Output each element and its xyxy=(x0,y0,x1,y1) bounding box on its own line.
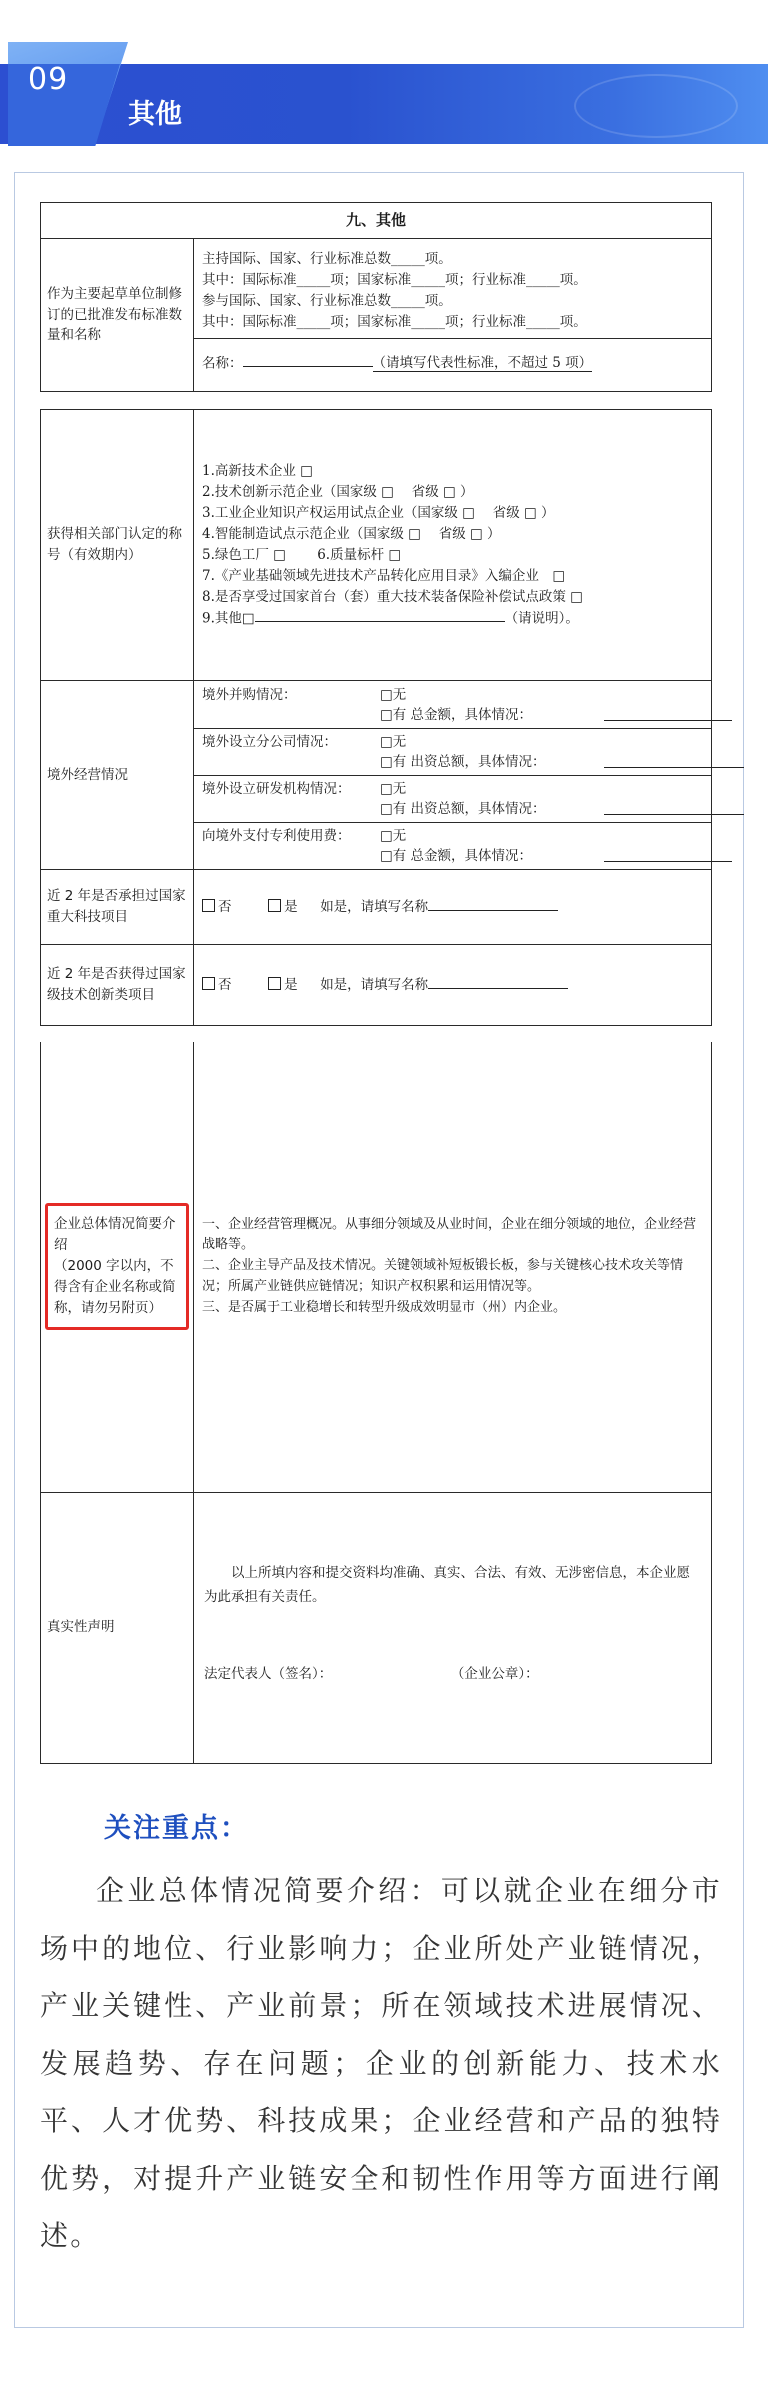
innovation-project-cell: 否 是 如是，请填写名称 xyxy=(194,945,712,1026)
major-project-no-checkbox[interactable] xyxy=(202,899,215,912)
overseas-label: 境外经营情况 xyxy=(41,681,194,870)
innovation-project-name-field[interactable] xyxy=(428,974,568,989)
overseas-no-checkbox[interactable]: □无 xyxy=(380,686,407,703)
title-option[interactable]: 5.绿色工厂 □ 6.质量标杆 □ xyxy=(202,546,402,563)
overview-label: 企业总体情况简要介绍 xyxy=(54,1216,176,1254)
application-form-table xyxy=(40,202,712,1764)
declaration-cell xyxy=(194,1492,712,1763)
standards-line: 其中：国际标准_____项；国家标准_____项；行业标准_____项。 xyxy=(202,271,587,288)
title-option[interactable]: 1.高新技术企业 □ xyxy=(202,463,313,480)
titles-label: 获得相关部门认定的称号（有效期内） xyxy=(41,410,194,681)
overseas-row: 境外设立研发机构情况： □无 □有 出资总额，具体情况： xyxy=(194,776,711,823)
standards-cell xyxy=(194,239,712,392)
overseas-no-checkbox[interactable]: □无 xyxy=(380,733,407,750)
declaration-text: 以上所填内容和提交资料均准确、真实、合法、有效、无涉密信息，本企业愿为此承担有关责任。 xyxy=(204,1564,690,1606)
overseas-yes-checkbox[interactable]: □有 总金额，具体情况： xyxy=(380,847,533,864)
overseas-cell xyxy=(194,681,712,870)
standards-line: 参与国际、国家、行业标准总数_____项。 xyxy=(202,292,452,309)
innovation-project-label: 近 2 年是否获得过国家级技术创新类项目 xyxy=(41,945,194,1026)
standards-name-label: 名称： xyxy=(202,355,243,372)
standards-line: 其中：国际标准_____项；国家标准_____项；行业标准_____项。 xyxy=(202,313,587,330)
standards-name-field[interactable] xyxy=(243,353,373,368)
declaration-label: 真实性声明 xyxy=(41,1492,194,1763)
title-option[interactable]: 8.是否享受过国家首台（套）重大技术装备保险补偿试点政策 □ xyxy=(202,588,583,605)
overview-line: 三、是否属于工业稳增长和转型升级成效明显市（州）内企业。 xyxy=(202,1299,567,1315)
overseas-no-checkbox[interactable]: □无 xyxy=(380,827,407,844)
title-option[interactable]: 2.技术创新示范企业（国家级 □ 省级 □ ） xyxy=(202,483,474,500)
overseas-yes-checkbox[interactable]: □有 出资总额，具体情况： xyxy=(380,753,546,770)
major-project-yes-checkbox[interactable] xyxy=(268,899,281,912)
overseas-no-checkbox[interactable]: □无 xyxy=(380,780,407,797)
overseas-row: 境外并购情况： □无 □有 总金额，具体情况： xyxy=(194,682,711,729)
standards-line: 主持国际、国家、行业标准总数_____项。 xyxy=(202,250,452,267)
innovation-project-hint: 如是，请填写名称 xyxy=(320,976,429,993)
title-option[interactable]: 4.智能制造试点示范企业（国家级 □ 省级 □ ） xyxy=(202,525,501,542)
overseas-row: 境外设立分公司情况： □无 □有 出资总额，具体情况： xyxy=(194,729,711,776)
overseas-yes-checkbox[interactable]: □有 出资总额，具体情况： xyxy=(380,800,546,817)
title-option[interactable]: 3.工业企业知识产权运用试点企业（国家级 □ 省级 □ ） xyxy=(202,504,555,521)
title-other-option[interactable]: 9.其他□ xyxy=(202,610,255,627)
title-other-field[interactable] xyxy=(255,608,505,623)
major-project-label: 近 2 年是否承担过国家重大科技项目 xyxy=(41,870,194,945)
overview-highlight-box xyxy=(45,1203,189,1330)
section-number: 09 xyxy=(28,62,69,97)
innovation-project-no-checkbox[interactable] xyxy=(202,977,215,990)
overview-line: 一、企业经营管理概况。从事细分领域及从业时间，企业在细分领域的地位，企业经营战略等。 xyxy=(202,1216,697,1253)
title-option[interactable]: 7.《产业基础领域先进技术产品转化应用目录》入编企业 □ xyxy=(202,567,566,584)
overseas-detail-field[interactable] xyxy=(604,707,732,722)
standards-label: 作为主要起草单位制修订的已批准发布标准数量和名称 xyxy=(41,239,194,392)
overseas-detail-field[interactable] xyxy=(604,801,744,816)
innovation-project-yes-checkbox[interactable] xyxy=(268,977,281,990)
banner-decoration xyxy=(574,74,738,138)
focus-title: 关注重点： xyxy=(104,1813,249,1844)
overview-line: 二、企业主导产品及技术情况。关键领域补短板锻长板，参与关键核心技术攻关等情况；所属产业链供应链情况；知识产权积累和运用情况等。 xyxy=(202,1258,684,1294)
form-section-title: 九、其他 xyxy=(41,203,712,239)
overview-label-note: （2000 字以内，不得含有企业名称或简称，请勿另附页） xyxy=(54,1258,176,1316)
major-project-name-field[interactable] xyxy=(428,896,558,911)
title-other-suffix: （请说明）。 xyxy=(504,610,579,627)
legal-rep-signature-label: 法定代表人（签名）： xyxy=(204,1666,333,1683)
overseas-row: 向境外支付专利使用费： □无 □有 总金额，具体情况： xyxy=(194,823,711,869)
section-header xyxy=(0,42,768,146)
major-project-hint: 如是，请填写名称 xyxy=(320,898,429,915)
section-title: 其他 xyxy=(128,99,182,130)
standards-name-note: （请填写代表性标准，不超过 5 项） xyxy=(372,355,593,372)
major-project-cell: 否 是 如是，请填写名称 xyxy=(194,870,712,945)
overview-content[interactable] xyxy=(194,1042,712,1493)
overseas-detail-field[interactable] xyxy=(604,848,732,863)
focus-body: 企业总体情况简要介绍：可以就企业在细分市场中的地位、行业影响力；企业所处产业链情况，产业关键性、产业前景；所在领域技术进展情况、发展趋势、存在问题；企业的创新能力、技术水平、人才优势、科技成果；企业经营和产品的独特优势，对提升产业链安全和韧性作用等方面进行阐述。 xyxy=(40,1874,722,2252)
company-seal-label: （企业公章）： xyxy=(450,1666,539,1683)
overseas-yes-checkbox[interactable]: □有 总金额，具体情况： xyxy=(380,706,533,723)
overseas-detail-field[interactable] xyxy=(604,754,744,769)
titles-cell xyxy=(194,410,712,681)
overview-label-cell xyxy=(41,1042,194,1493)
